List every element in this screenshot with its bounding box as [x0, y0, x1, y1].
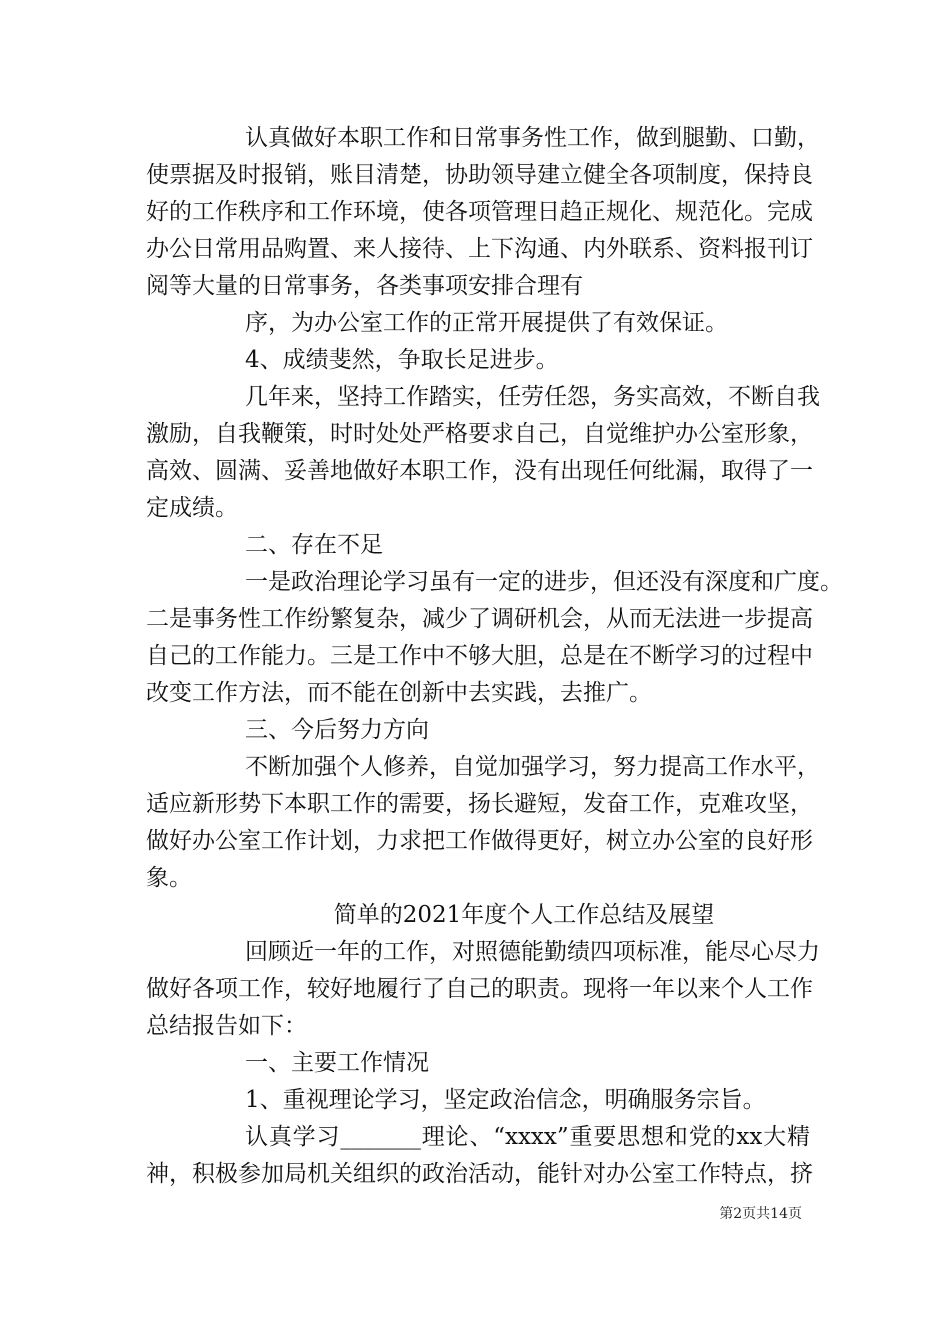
paragraph-line: 不断加强个人修养，自觉加强学习，努力提高工作水平， [245, 754, 820, 780]
paragraph-line: 一是政治理论学习虽有一定的进步，但还没有深度和广度。 [245, 569, 843, 595]
section-heading: 4、成绩斐然，争取长足进步。 [245, 347, 559, 373]
paragraph-line: 回顾近一年的工作，对照德能勤绩四项标准，能尽心尽力 [245, 939, 820, 965]
paragraph-line: 办公日常用品购置、来人接待、上下沟通、内外联系、资料报刊订 [146, 236, 813, 262]
paragraph-line: 二是事务性工作纷繁复杂，减少了调研机会，从而无法进一步提高 [146, 606, 813, 632]
page-number-footer: 第2页共14页 [719, 1206, 802, 1222]
paragraph-line: 做好各项工作，较好地履行了自己的职责。现将一年以来个人工作 [146, 976, 813, 1002]
paragraph-line: 认真学习_______理论、“xxxx”重要思想和党的xx大精 [245, 1124, 810, 1150]
paragraph-line: 使票据及时报销，账目清楚，协助领导建立健全各项制度，保持良 [146, 162, 813, 188]
paragraph-line: 阅等大量的日常事务，各类事项安排合理有 [146, 273, 583, 299]
paragraph-line: 总结报告如下： [146, 1013, 307, 1039]
paragraph-line: 神，积极参加局机关组织的政治活动，能针对办公室工作特点，挤 [146, 1161, 813, 1187]
paragraph-line: 做好办公室工作计划，力求把工作做得更好，树立办公室的良好形 [146, 828, 813, 854]
paragraph-line: 认真做好本职工作和日常事务性工作，做到腿勤、口勤， [245, 125, 820, 151]
section-heading: 一、主要工作情况 [245, 1050, 429, 1076]
document-title: 简单的2021年度个人工作总结及展望 [333, 902, 715, 928]
section-heading: 二、存在不足 [245, 532, 383, 558]
paragraph-line: 几年来，坚持工作踏实，任劳任怨，务实高效，不断自我 [245, 384, 820, 410]
paragraph-line: 适应新形势下本职工作的需要，扬长避短，发奋工作，克难攻坚， [146, 791, 813, 817]
paragraph-line: 象。 [146, 865, 192, 891]
paragraph-line: 定成绩。 [146, 495, 238, 521]
paragraph-line: 好的工作秩序和工作环境，使各项管理日趋正规化、规范化。完成 [146, 199, 813, 225]
paragraph-line: 自己的工作能力。三是工作中不够大胆，总是在不断学习的过程中 [146, 643, 813, 669]
section-heading: 1、重视理论学习，坚定政治信念，明确服务宗旨。 [245, 1087, 766, 1113]
paragraph-line: 序，为办公室工作的正常开展提供了有效保证。 [245, 310, 728, 336]
paragraph-line: 改变工作方法，而不能在创新中去实践，去推广。 [146, 680, 652, 706]
section-heading: 三、今后努力方向 [245, 717, 429, 743]
paragraph-line: 高效、圆满、妥善地做好本职工作，没有出现任何纰漏，取得了一 [146, 458, 813, 484]
paragraph-line: 激励，自我鞭策，时时处处严格要求自己，自觉维护办公室形象， [146, 421, 813, 447]
